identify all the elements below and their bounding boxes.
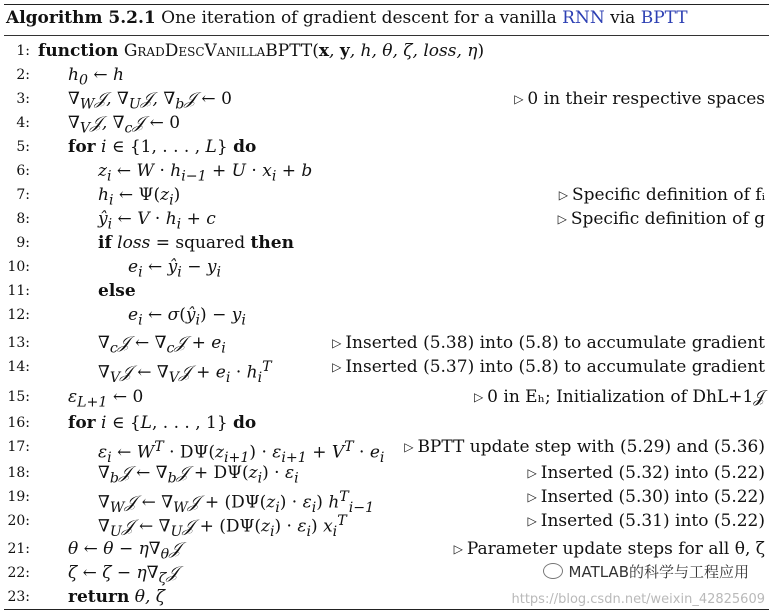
line-code: $\nabla_V𝒥$, $\nabla_c𝒥$ ← 0	[68, 113, 181, 137]
line-comment: ▷ Specific definition of g	[557, 209, 765, 229]
wechat-watermark	[543, 561, 749, 582]
line-comment: ▷ Inserted (5.32) into (5.22)	[527, 463, 765, 483]
line-number: 10:	[7, 259, 30, 275]
line-number: 17:	[7, 439, 30, 455]
algo-line-2	[4, 63, 769, 87]
line-number: 15:	[7, 389, 30, 405]
algo-line-11	[4, 279, 769, 303]
line-number: 1:	[16, 43, 30, 59]
algo-line-3	[4, 87, 769, 111]
line-number: 2:	[16, 67, 30, 83]
caption-text-a: One iteration of gradient descent for a vanilla	[161, 8, 557, 28]
line-number: 21:	[7, 541, 30, 557]
line-code: return θ, ζ	[68, 587, 165, 607]
wechat-icon	[543, 563, 563, 579]
line-number: 8:	[16, 211, 30, 227]
line-code: else	[98, 281, 136, 301]
line-code: $\nabla_U𝒥$ ← $\nabla_U𝒥 + (D\Psi(z_i) \cdot \varepsilon_i)$ $x_i^T$	[98, 513, 347, 541]
watermark-text: MATLAB的科学与工程应用	[568, 563, 749, 581]
line-code: if loss = squared then	[98, 233, 294, 253]
line-comment: ▷ Inserted (5.30) into (5.22)	[527, 487, 765, 507]
caption-rule	[4, 35, 769, 36]
line-code: $h_i$ ← $\Psi(z_i)$	[98, 185, 181, 209]
algo-line-4	[4, 111, 769, 135]
line-number: 18:	[7, 465, 30, 481]
line-number: 12:	[7, 307, 30, 323]
line-comment: ▷ 0 in their respective spaces	[514, 89, 765, 109]
line-code: for i ∈ {1, . . . , L} do	[68, 137, 257, 157]
caption-text-b: via	[610, 8, 636, 28]
algo-line-1	[4, 39, 769, 63]
algo-line-10	[4, 255, 769, 279]
line-number: 14:	[7, 359, 30, 375]
algo-line-9	[4, 231, 769, 255]
line-comment: ▷ Inserted (5.31) into (5.22)	[527, 511, 765, 531]
line-code: function GradDescVanillaBPTT(x, y, h, θ, ζ, loss, η)	[38, 41, 485, 61]
algo-line-17	[4, 435, 769, 467]
line-code: $\varepsilon_{L+1}$ ← 0	[68, 387, 144, 411]
line-comment: ▷ 0 in Eₕ; Initialization of DhL+1𝒥	[473, 387, 765, 407]
algo-line-12	[4, 303, 769, 327]
line-number: 16:	[7, 415, 30, 431]
algo-line-8	[4, 207, 769, 231]
rnn-link[interactable]: RNN	[562, 8, 605, 28]
line-code: $\nabla_V𝒥$ ← $\nabla_V𝒥 + e_i \cdot h_i^T$	[98, 359, 272, 387]
line-number: 23:	[7, 589, 30, 605]
algo-line-18	[4, 461, 769, 485]
line-code: $e_i$ ← $ŷ_i - y_i$	[128, 257, 221, 281]
line-number: 19:	[7, 489, 30, 505]
line-comment: ▷ BPTT update step with (5.29) and (5.36)	[404, 437, 765, 457]
line-number: 20:	[7, 513, 30, 529]
algo-line-5	[4, 135, 769, 159]
csdn-url: https://blog.csdn.net/weixin_42825609	[511, 592, 765, 607]
line-number: 3:	[16, 91, 30, 107]
line-number: 7:	[16, 187, 30, 203]
algorithm-box	[4, 4, 769, 610]
line-comment: ▷ Inserted (5.38) into (5.8) to accumulate gradient	[332, 333, 765, 353]
algo-line-21	[4, 537, 769, 561]
algo-line-20	[4, 509, 769, 541]
line-comment: ▷ Parameter update steps for all θ, ζ	[453, 539, 765, 559]
algo-line-14	[4, 355, 769, 387]
algo-line-19	[4, 485, 769, 517]
algo-line-16	[4, 411, 769, 435]
line-code: $\nabla_c𝒥$ ← $\nabla_c𝒥 + e_i$	[98, 333, 226, 357]
line-code: $z_i$ ← $W \cdot h_{i-1} + U \cdot x_i + b$	[98, 161, 313, 185]
line-code: ζ ← $\zeta - \eta\nabla_\zeta 𝒥$	[68, 563, 179, 587]
line-number: 9:	[16, 235, 30, 251]
line-number: 13:	[7, 335, 30, 351]
line-code: $e_i$ ← $\sigma(ŷ_i) - y_i$	[128, 305, 246, 329]
algorithm-caption	[6, 8, 688, 28]
line-comment: ▷ Inserted (5.37) into (5.8) to accumulate gradient	[332, 357, 765, 377]
line-comment: ▷ Specific definition of fᵢ	[558, 185, 765, 205]
line-code: $\nabla_W𝒥$, $\nabla_U𝒥$, $\nabla_b𝒥$ ← 0	[68, 89, 232, 113]
algo-line-7	[4, 183, 769, 207]
line-number: 6:	[16, 163, 30, 179]
line-code: θ ← $\theta - \eta\nabla_\theta 𝒥$	[68, 539, 181, 563]
line-code: $\nabla_b𝒥$ ← $\nabla_b𝒥 + D\Psi(z_i) \cdot \varepsilon_i$	[98, 463, 299, 487]
line-code: $\nabla_W𝒥$ ← $\nabla_W𝒥 + (D\Psi(z_i) \cdot \varepsilon_i)$ $h^T_{i-1}$	[98, 489, 375, 517]
caption-label: Algorithm 5.2.1	[6, 8, 156, 28]
line-code: $\varepsilon_i$ ← $W^T \cdot D\Psi(z_{i+1}) \cdot \varepsilon_{i+1} + V^T \cdot e_i$	[98, 439, 385, 467]
line-number: 11:	[7, 283, 30, 299]
line-code: for i ∈ {L, . . . , 1} do	[68, 413, 257, 433]
algo-line-13	[4, 331, 769, 355]
line-number: 22:	[7, 565, 30, 581]
algo-line-6	[4, 159, 769, 183]
bptt-link[interactable]: BPTT	[640, 8, 688, 28]
line-number: 4:	[16, 115, 30, 131]
line-code: $h_0$ ← h	[68, 65, 124, 89]
line-code: $ŷ_i$ ← $V \cdot h_i + c$	[98, 209, 216, 233]
line-number: 5:	[16, 139, 30, 155]
algo-line-15	[4, 385, 769, 409]
